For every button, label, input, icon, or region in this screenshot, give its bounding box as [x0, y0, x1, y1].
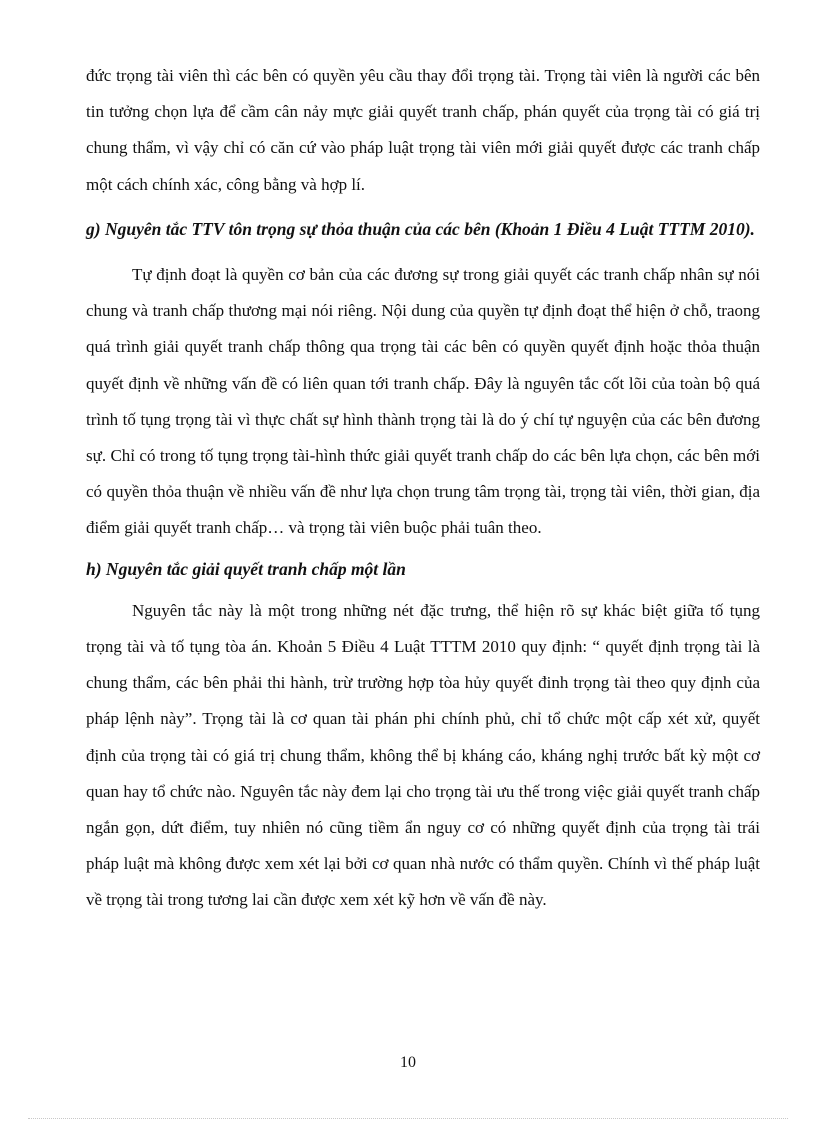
page-bottom-divider	[28, 1118, 788, 1119]
paragraph-continuation: đức trọng tài viên thì các bên có quyền yêu cầu thay đổi trọng tài. Trọng tài viên là người các bên tin tưởng chọn lựa để cầm cân nảy mực giải quyết tranh chấp, phán quyết của trọng tài có giá trị chung thẩm, vì vậy chỉ có căn cứ vào pháp luật trọng tài viên mới giải quyết được các tranh chấp một cách chính xác, công bằng và hợp lí.	[86, 66, 760, 194]
page-body	[86, 58, 760, 919]
paragraph-single-resolution: Nguyên tắc này là một trong những nét đặc trưng, thể hiện rõ sự khác biệt giữa tố tụng trọng tài và tố tụng tòa án. Khoản 5 Điều 4 Luật TTTM 2010 quy định: “ quyết định trọng tài là chung thẩm, các bên phải thi hành, trừ trường hợp tòa hủy quyết đinh trọng tài theo quy định của pháp lệnh này”. Trọng tài là cơ quan tài phán phi chính phủ, chỉ tổ chức một cấp xét xử, quyết định của trọng tài có giá trị chung thẩm, không thể bị kháng cáo, kháng nghị trước bất kỳ một cơ quan hay tổ chức nào. Nguyên tắc này đem lại cho trọng tài ưu thế trong việc giải quyết tranh chấp ngắn gọn, dứt điểm, tuy nhiên nó cũng tiềm ẩn nguy cơ có những quyết định của trọng tài trái pháp luật mà không được xem xét lại bởi cơ quan nhà nước có thẩm quyền. Chính vì thế pháp luật về trọng tài trong tương lai cần được xem xét kỹ hơn về vấn đề này.	[86, 600, 760, 910]
section-heading-h: h) Nguyên tắc giải quyết tranh chấp một lần	[86, 558, 406, 579]
paragraph-self-determination: Tự định đoạt là quyền cơ bản của các đương sự trong giải quyết các tranh chấp nhân sự nói chung và tranh chấp thương mại nói riêng. Nội dung của quyền tự định đoạt thể hiện ở chỗ, traong quá trình giải quyết tranh chấp thông qua trọng tài các bên có quyền quyết định hoặc thỏa thuận quyết định về những vấn đề có liên quan tới tranh chấp. Đây là nguyên tắc cốt lõi của toàn bộ quá trình tố tụng trọng tài vì thực chất sự hình thành trọng tài là do ý chí tự nguyện của các bên đương sự. Chỉ có trong tố tụng trọng tài-hình thức giải quyết tranh chấp do các bên lựa chọn, các bên mới có quyền thỏa thuận về nhiều vấn đề như lựa chọn trung tâm trọng tài, trọng tài viên, thời gian, địa điểm giải quyết tranh chấp… và trọng tài viên buộc phải tuân theo.	[86, 265, 760, 538]
section-heading-g: g) Nguyên tắc TTV tôn trọng sự thỏa thuận của các bên (Khoản 1 Điều 4 Luật TTTM 2010).	[86, 218, 755, 239]
page-number: 10	[400, 1054, 416, 1071]
